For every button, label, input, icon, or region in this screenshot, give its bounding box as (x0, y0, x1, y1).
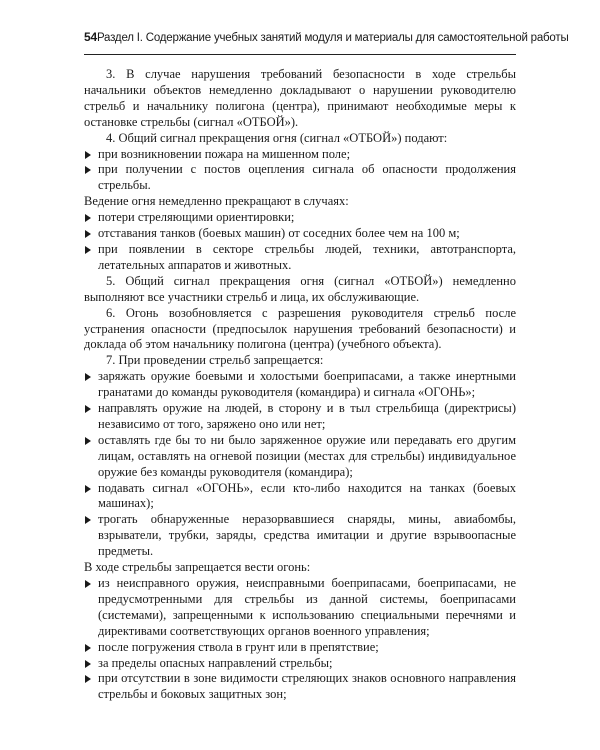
running-header (84, 30, 569, 55)
bullet-triangle-icon (85, 675, 91, 683)
list-item-text: направлять оружие на людей, в сторону и в тыл стрельбища (директрисы) независимо от того, заряжено оно или нет; (98, 401, 516, 431)
list-item (84, 226, 516, 242)
paragraph: 3. В случае нарушения требований безопасности в ходе стрельбы начальники объектов немедленно докладывают о нарушении руководителю стрельб и начальнику полигона (центра), принимают необходимые меры к остановке стрельбы (сигнал «ОТБОЙ»). (84, 67, 516, 129)
list-item (84, 401, 516, 433)
bullet-triangle-icon (85, 516, 91, 524)
list-item-text: при возникновении пожара на мишенном поле; (98, 146, 351, 161)
list-item (84, 512, 516, 560)
list-item (84, 671, 516, 703)
book-page (84, 30, 569, 703)
page-body (84, 67, 516, 703)
bullet-triangle-icon (85, 644, 91, 652)
paragraph: В ходе стрельбы запрещается вести огонь: (84, 560, 311, 575)
list-item (84, 640, 516, 656)
list-item-text: при появлении в секторе стрельбы людей, техники, автотранспорта, летательных аппаратов и животных. (98, 241, 516, 272)
list-item-text: оставлять где бы то ни было заряженное оружие или передавать его другим лицам, оставлять на огневой позиции (местах для стрельбы) индивидуальное оружие без команды руководителя (командира); (98, 432, 516, 479)
list-item (84, 369, 516, 401)
paragraph: 6. Огонь возобновляется с разрешения руководителя стрельб после устранения опасности (предпосылок нарушения требований безопасности) и доклада об этом начальнику полигона (центра) (учебного объекта). (84, 305, 516, 352)
list-item (84, 242, 516, 274)
list-item-text: заряжать оружие боевыми и холостыми боеприпасами, а также инертными гранатами до команды руководителя (командира) и сигнала «ОГОНЬ»; (98, 369, 516, 400)
list-item-text: за пределы опасных направлений стрельбы; (98, 655, 333, 670)
list-item (84, 576, 516, 640)
bullet-triangle-icon (85, 166, 91, 174)
bullet-triangle-icon (85, 580, 91, 588)
paragraph: 5. Общий сигнал прекращения огня (сигнал «ОТБОЙ») немедленно выполняют все участники стрельб и лица, их обслуживающие. (84, 273, 516, 304)
bullet-triangle-icon (85, 230, 91, 238)
bullet-triangle-icon (85, 485, 91, 493)
bullet-triangle-icon (85, 405, 91, 413)
list-item (84, 162, 516, 194)
list-item (84, 147, 516, 163)
bullet-triangle-icon (85, 660, 91, 668)
paragraph: Ведение огня немедленно прекращают в случаях: (84, 194, 349, 209)
list-item (84, 656, 516, 672)
running-title: Раздел I. Содержание учебных занятий модуля и материалы для самостоятельной работы (96, 32, 569, 44)
list-item (84, 210, 516, 226)
list-item-text: потери стреляющими ориентировки; (98, 210, 295, 225)
list-item-text: при отсутствии в зоне видимости стреляющих знаков основного направления стрельбы и боковых защитных зон; (98, 671, 516, 702)
paragraph: 4. Общий сигнал прекращения огня (сигнал «ОТБОЙ») подают: (106, 130, 448, 145)
bullet-triangle-icon (85, 373, 91, 381)
list-item-text: трогать обнаруженные неразорвавшиеся снаряды, мины, авиабомбы, взрыватели, трубки, заряды, средства имитации и другие взрывоопасные предметы. (98, 512, 516, 559)
list-item-text: при получении с постов оцепления сигнала об опасности продолжения стрельбы. (98, 162, 516, 193)
list-item (84, 433, 516, 481)
bullet-triangle-icon (85, 246, 91, 254)
list-item (84, 481, 516, 513)
bullet-triangle-icon (85, 437, 91, 445)
list-item-text: подавать сигнал «ОГОНЬ», если кто-либо находится на танках (боевых машинах); (98, 480, 516, 511)
list-item-text: отставания танков (боевых машин) от соседних более чем на 100 м; (98, 226, 460, 241)
bullet-triangle-icon (85, 214, 91, 222)
list-item-text: из неисправного оружия, неисправными боеприпасами, боеприпасами, не предусмотренными для стрельбы из данной системы, боеприпасами (системами), запрещенными к использованию специальными перечнями и директивами соответствующих органов военного управления; (98, 576, 516, 638)
bullet-triangle-icon (85, 151, 91, 159)
paragraph: 7. При проведении стрельб запрещается: (106, 353, 324, 368)
list-item-text: после погружения ствола в грунт или в препятствие; (98, 639, 379, 654)
page-number: 54 (84, 30, 97, 44)
